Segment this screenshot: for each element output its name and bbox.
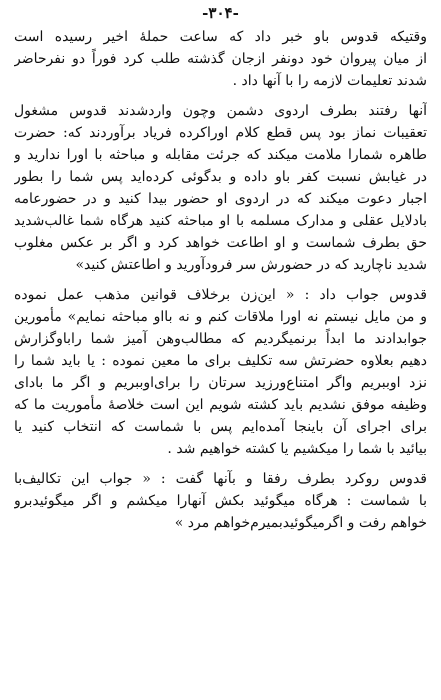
paragraph-1 [14, 26, 427, 92]
text-line: بادلایل عقلی و مدارک مسلمه با او مباحثه کنید هرگاه شما غالب‌شدید [14, 213, 427, 229]
text-line: شدید ناچارید که در حضورش سر فرودآورید و اطاعتش کنید» [75, 257, 427, 273]
text-line: با شماست : هرگاه میگوئید بکش آنهارا میکشم و اگر میگوئیدبرو [14, 493, 427, 509]
paragraph-2 [14, 100, 427, 276]
text-line: نزد اوببریم واگر امتناع‌ورزید سرتان را برای‌اوببریم و اگر ما بادای [14, 375, 427, 391]
text-line: دهیم بعلاوه حضرتش سه تکلیف برای ما معین نموده : یا باید شما را [14, 353, 427, 369]
text-line: شدند تعلیمات لازمه را با آنها داد . [232, 73, 427, 89]
text-line: و من مایل نیستم نه اورا ملاقات کنم و نه بااو مباحثه نمایم» مأمورین [14, 309, 427, 325]
paragraph-3 [14, 284, 427, 460]
text-line: آنها رفتند بطرف اردوی دشمن وچون واردشدند قدوس مشغول [14, 103, 427, 119]
text-line: طاهره شمارا ملامت میکند که جرئت مقابله و مباحثه با اورا ندارید و [14, 147, 427, 163]
text-line: برای اجرای آن باینجا آمده‌ایم پس با شماست که انتخاب کنید یا [14, 419, 427, 435]
text-line: جوابدادند ما ابداً برنمیگردیم که مطالب‌وهن آمیز شما رابا‌وگزارش [14, 331, 427, 347]
text-line: در غیابش نسبت کفر باو داده و بدگوئی کرده‌اید پس شما را بطور [14, 169, 427, 185]
text-line: خواهم رفت و اگرمیگوئیدبمیرم‌خواهم مرد » [174, 515, 427, 531]
text-line: بیائید با شما را میکشیم یا کشته خواهیم شد . [167, 441, 427, 457]
text-line: وقتیکه قدوس باو خبر داد که ساعت حملهٔ اخیر رسیده است [14, 29, 427, 45]
paragraph-4 [14, 468, 427, 534]
text-line: قدوس جواب داد : « این‌زن برخلاف قوانین مذهب عمل نموده [14, 287, 427, 303]
text-line: حق بطرف شماست و او اطاعت خواهد کرد و اگر بر عکس مغلوب [14, 235, 427, 251]
text-line: اجبار دعوت میکند که در اردوی او حضور بیدا کنید و در حضورعامه [14, 191, 427, 207]
text-line: وظیفه موفق نشدیم باید کشته شویم این است خلاصهٔ مأموریت ما که [14, 397, 427, 413]
text-line: قدوس روکرد بطرف رفقا و بآنها گفت : « جواب این تکالیف‌با [14, 471, 427, 487]
text-line: از میان پیروان خود دونفر ازجان گذشته طلب کرد فوراً دو نفرحاضر [14, 51, 427, 67]
text-line: تعقیبات نماز بود پس قطع کلام اوراکرده فریاد برآوردند که: حضرت [14, 125, 427, 141]
page-number: -۳۰۴- [202, 4, 239, 22]
